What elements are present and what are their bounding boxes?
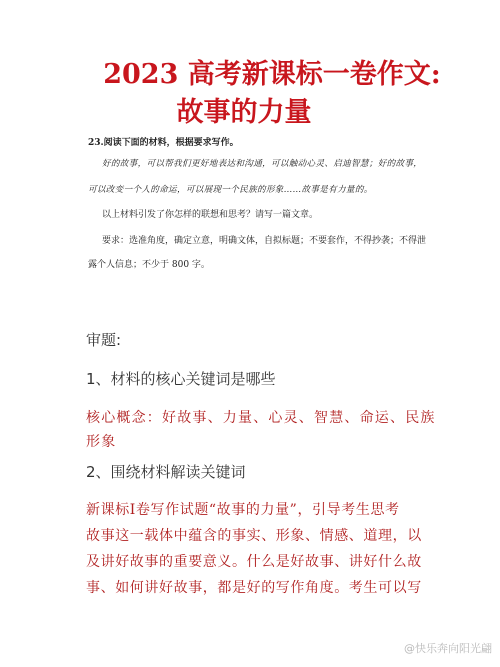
title-line-1: 2023 高考新课标一卷作文:	[103, 59, 441, 90]
question-heading: 23.阅读下面的材料，根据要求写作。	[88, 138, 239, 148]
interpretation-line: 事、如何讲好故事，都是好的写作角度。考生可以写	[86, 580, 422, 596]
review-label: 审题:	[86, 331, 122, 349]
title-line-2: 故事的力量	[176, 97, 312, 128]
interpretation-line: 新课标Ⅰ卷写作试题“故事的力量”，引导考生思考	[86, 502, 400, 518]
interpretation-line: 及讲好故事的重要意义。什么是好故事、讲好什么故	[86, 554, 422, 570]
core-concepts-line2: 形象	[86, 434, 117, 450]
question-para3-line1: 要求：选准角度，确定立意，明确文体，自拟标题；不要套作，不得抄袭；不得泄	[102, 236, 427, 246]
section-heading-2: 2、围绕材料解读关键词	[86, 463, 246, 481]
question-para1-line2: 可以改变一个人的命运，可以展现一个民族的形象……故事是有力量的。	[88, 185, 373, 195]
watermark: @快乐奔向阳光翩	[404, 642, 492, 655]
interpretation-line: 故事这一载体中蕴含的事实、形象、情感、道理，以	[86, 528, 422, 544]
section-heading-1: 1、材料的核心关键词是哪些	[86, 370, 276, 388]
question-para1-line1: 好的故事，可以帮我们更好地表达和沟通，可以触动心灵、启迪智慧；好的故事，	[102, 159, 423, 169]
question-para2: 以上材料引发了你怎样的联想和思考？请写一篇文章。	[102, 210, 319, 220]
core-concepts-line1: 核心概念：好故事、力量、心灵、智慧、命运、民族	[86, 410, 436, 426]
question-para3-line2: 露个人信息；不少于 800 字。	[88, 260, 210, 270]
